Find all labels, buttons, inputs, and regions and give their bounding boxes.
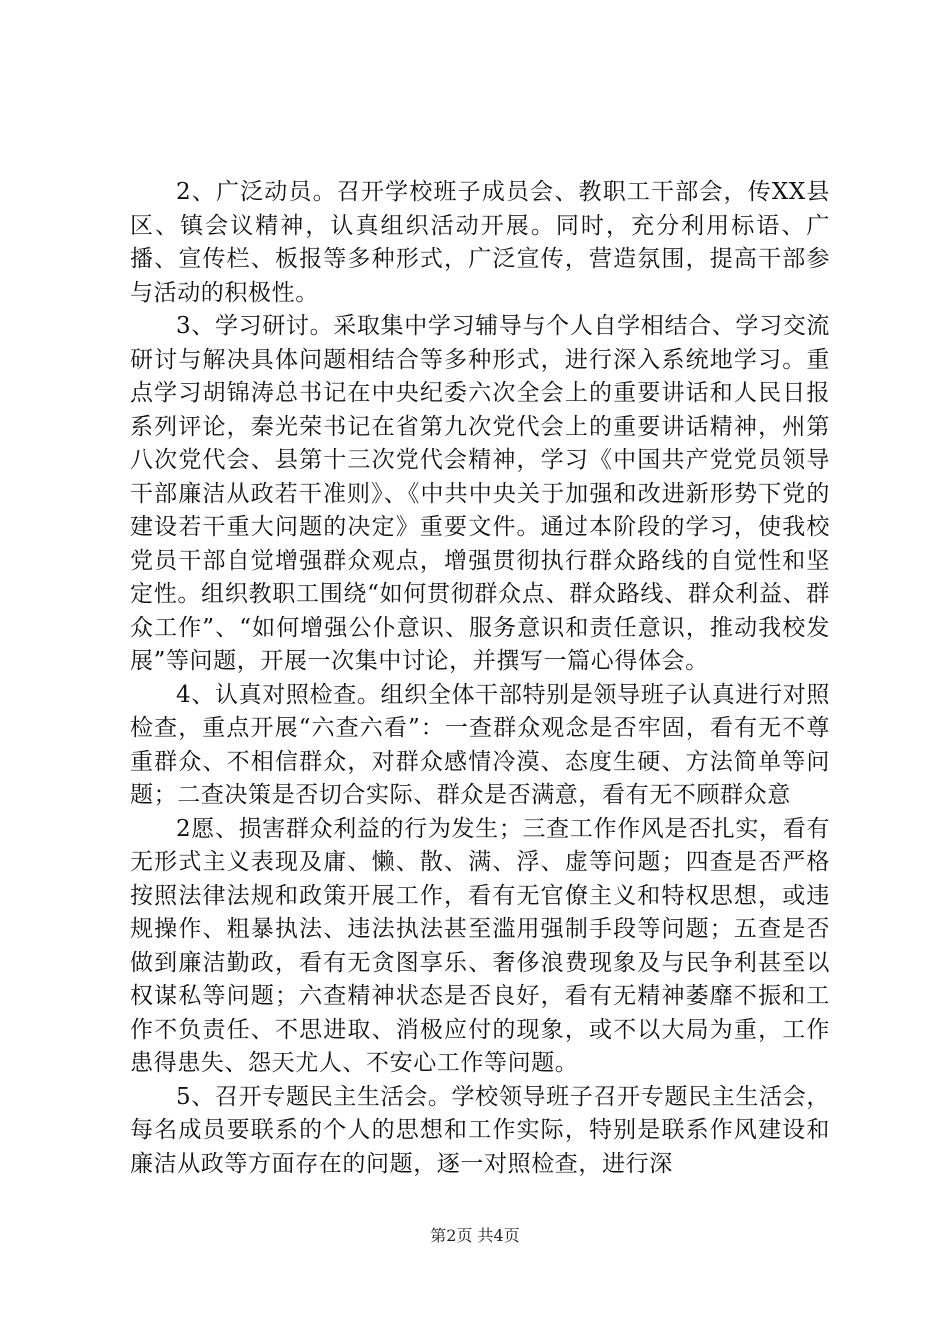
paragraph-inspection-continued: 2愿、损害群众利益的行为发生；三查工作作风是否扎实，看有无形式主义表现及庸、懒、散、满、浮、虚等问题；四查是否严格按照法律法规和政策开展工作，看有无官僚主义和特权思想，或违规操作、粗暴执法、违法执法甚至滥用强制手段等问题；五查是否做到廉洁勤政，看有无贪图享乐、奢侈浪费现象及与民争利甚至以权谋私等问题；六查精神状态是否良好，看有无精神萎靡不振和工作不负责任、不思进取、消极应付的现象，或不以大局为重，工作患得患失、怨天尤人、不安心工作等问题。 xyxy=(130,815,830,1076)
paragraph-mobilization: 2、广泛动员。召开学校班子成员会、教职工干部会，传XX县区、镇会议精神，认真组织活动开展。同时，充分利用标语、广播、宣传栏、板报等多种形式，广泛宣传，营造氛围，提高干部参与活动的积极性。 xyxy=(130,179,830,306)
paragraph-self-inspection: 4、认真对照检查。组织全体干部特别是领导班子认真进行对照检查，重点开展“六查六看”：一查群众观念是否牢固，看有无不尊重群众、不相信群众，对群众感情冷漠、态度生硬、方法简单等问题；二查决策是否切合实际、群众是否满意，看有无不顾群众意 xyxy=(130,681,830,808)
paragraph-democratic-meeting: 5、召开专题民主生活会。学校领导班子召开专题民主生活会，每名成员要联系的个人的思想和工作实际，特别是联系作风建设和廉洁从政等方面存在的问题，逐一对照检查，进行深 xyxy=(130,1083,830,1177)
document-body xyxy=(130,176,830,1181)
page-number-footer: 第2页 共4页 xyxy=(430,1226,520,1245)
paragraph-study-discussion: 3、学习研讨。采取集中学习辅导与个人自学相结合、学习交流研讨与解决具体问题相结合等多种形式，进行深入系统地学习。重点学习胡锦涛总书记在中央纪委六次全会上的重要讲话和人民日报系列评论，秦光荣书记在省第九次党代会上的重要讲话精神，州第八次党代会、县第十三次党代会精神，学习《中国共产党党员领导干部廉洁从政若干准则》、《中共中央关于加强和改进新形势下党的建设若干重大问题的决定》重要文件。通过本阶段的学习，使我校党员干部自觉增强群众观点，增强贯彻执行群众路线的自觉性和坚定性。组织教职工围绕“如何贯彻群众点、群众路线、群众利益、群众工作”、“如何增强公仆意识、服务意识和责任意识，推动我校发展”等问题，开展一次集中讨论，并撰写一篇心得体会。 xyxy=(130,313,830,674)
